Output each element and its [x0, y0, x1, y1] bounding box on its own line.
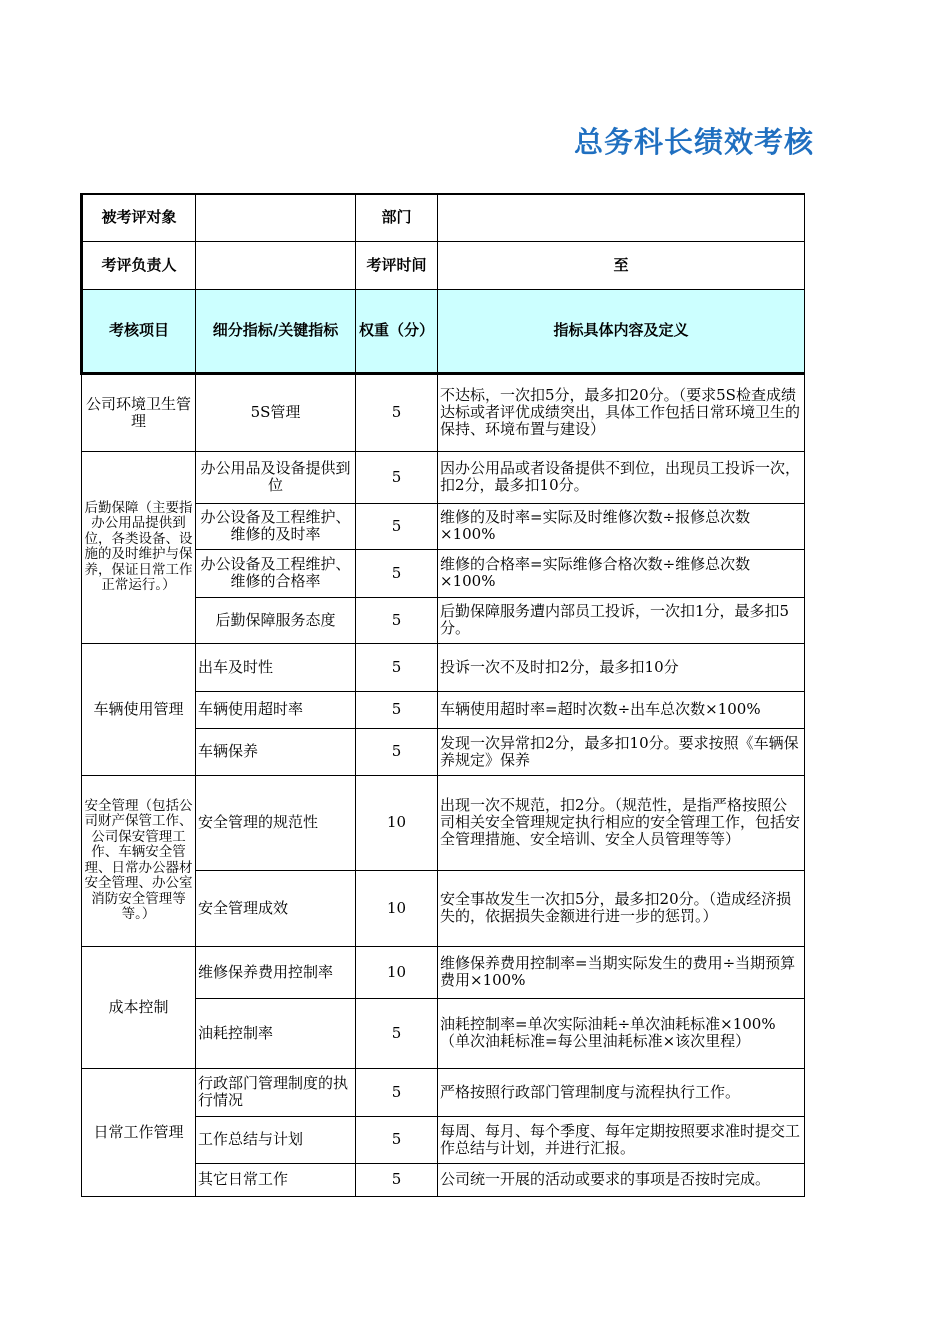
- definition-cell: 维修的合格率=实际维修合格次数÷维修总次数×100%: [438, 549, 805, 597]
- category-cell: 后勤保障（主要指办公用品提供到位，各类设备、设施的及时维护与保养，保证日常工作正常运行。）: [82, 451, 196, 643]
- indicator-cell: 5S管理: [196, 373, 356, 451]
- indicator-cell: 办公设备及工程维护、维修的合格率: [196, 549, 356, 597]
- time-label: 考评时间: [356, 241, 438, 289]
- indicator-cell: 行政部门管理制度的执行情况: [196, 1068, 356, 1116]
- definition-cell: 车辆使用超时率=超时次数÷出车总次数×100%: [438, 691, 805, 728]
- category-cell: 成本控制: [82, 946, 196, 1068]
- indicator-cell: 车辆使用超时率: [196, 691, 356, 728]
- reviewer-value-cell[interactable]: [196, 241, 356, 289]
- weight-cell: 5: [356, 373, 438, 451]
- category-cell: 日常工作管理: [82, 1068, 196, 1196]
- indicator-cell: 出车及时性: [196, 643, 356, 691]
- table-row: [82, 775, 805, 870]
- category-cell: 安全管理（包括公司财产保管工作、公司保安管理工作、车辆安全管理、日常办公器材安全管理、办公室消防安全管理等等。）: [82, 775, 196, 946]
- definition-cell: 出现一次不规范，扣2分。（规范性，是指严格按照公司相关安全管理规定执行相应的安全管理工作，包括安全管理措施、安全培训、安全人员管理等等）: [438, 775, 805, 870]
- weight-cell: 5: [356, 643, 438, 691]
- weight-cell: 10: [356, 946, 438, 998]
- column-header: 指标具体内容及定义: [438, 289, 805, 373]
- column-header: 考核项目: [82, 289, 196, 373]
- definition-cell: 后勤保障服务遭内部员工投诉，一次扣1分，最多扣5分。: [438, 597, 805, 643]
- indicator-cell: 办公用品及设备提供到位: [196, 451, 356, 503]
- definition-cell: 维修的及时率=实际及时维修次数÷报修总次数×100%: [438, 503, 805, 549]
- weight-cell: 5: [356, 1163, 438, 1196]
- table-row: [82, 373, 805, 451]
- definition-cell: 油耗控制率=单次实际油耗÷单次油耗标准×100%（单次油耗标准=每公里油耗标准×该次里程）: [438, 998, 805, 1068]
- indicator-cell: 其它日常工作: [196, 1163, 356, 1196]
- indicator-cell: 后勤保障服务态度: [196, 597, 356, 643]
- weight-cell: 5: [356, 1116, 438, 1163]
- table-row: [82, 1068, 805, 1116]
- definition-cell: 严格按照行政部门管理制度与流程执行工作。: [438, 1068, 805, 1116]
- table-row: [82, 451, 805, 503]
- column-header: 细分指标/关键指标: [196, 289, 356, 373]
- indicator-cell: 油耗控制率: [196, 998, 356, 1068]
- target-value-cell[interactable]: [196, 194, 356, 241]
- appraisal-table: [80, 193, 805, 1197]
- weight-cell: 5: [356, 691, 438, 728]
- dept-label: 部门: [356, 194, 438, 241]
- table-row: [82, 643, 805, 691]
- indicator-cell: 安全管理成效: [196, 870, 356, 946]
- definition-cell: 每周、每月、每个季度、每年定期按照要求准时提交工作总结与计划，并进行汇报。: [438, 1116, 805, 1163]
- category-cell: 公司环境卫生管理: [82, 373, 196, 451]
- definition-cell: 维修保养费用控制率=当期实际发生的费用÷当期预算费用×100%: [438, 946, 805, 998]
- indicator-cell: 车辆保养: [196, 728, 356, 775]
- reviewer-label: 考评负责人: [82, 241, 196, 289]
- weight-cell: 5: [356, 728, 438, 775]
- indicator-cell: 工作总结与计划: [196, 1116, 356, 1163]
- target-label: 被考评对象: [82, 194, 196, 241]
- definition-cell: 投诉一次不及时扣2分，最多扣10分: [438, 643, 805, 691]
- table-row: [82, 946, 805, 998]
- time-value-cell[interactable]: 至: [438, 241, 805, 289]
- definition-cell: 因办公用品或者设备提供不到位，出现员工投诉一次，扣2分，最多扣10分。: [438, 451, 805, 503]
- dept-value-cell[interactable]: [438, 194, 805, 241]
- indicator-cell: 维修保养费用控制率: [196, 946, 356, 998]
- definition-cell: 发现一次异常扣2分，最多扣10分。要求按照《车辆保养规定》保养: [438, 728, 805, 775]
- definition-cell: 安全事故发生一次扣5分，最多扣20分。（造成经济损失的，依据损失金额进行进一步的惩罚。）: [438, 870, 805, 946]
- weight-cell: 10: [356, 870, 438, 946]
- weight-cell: 5: [356, 998, 438, 1068]
- category-cell: 车辆使用管理: [82, 643, 196, 775]
- weight-cell: 5: [356, 451, 438, 503]
- column-header: 权重（分）: [356, 289, 438, 373]
- definition-cell: 不达标，一次扣5分，最多扣20分。（要求5S检查成绩达标或者评优成绩突出，具体工作包括日常环境卫生的保持、环境布置与建设）: [438, 373, 805, 451]
- weight-cell: 5: [356, 1068, 438, 1116]
- weight-cell: 10: [356, 775, 438, 870]
- weight-cell: 5: [356, 503, 438, 549]
- weight-cell: 5: [356, 597, 438, 643]
- definition-cell: 公司统一开展的活动或要求的事项是否按时完成。: [438, 1163, 805, 1196]
- page-title: 总务科长绩效考核: [574, 125, 815, 159]
- weight-cell: 5: [356, 549, 438, 597]
- indicator-cell: 安全管理的规范性: [196, 775, 356, 870]
- indicator-cell: 办公设备及工程维护、维修的及时率: [196, 503, 356, 549]
